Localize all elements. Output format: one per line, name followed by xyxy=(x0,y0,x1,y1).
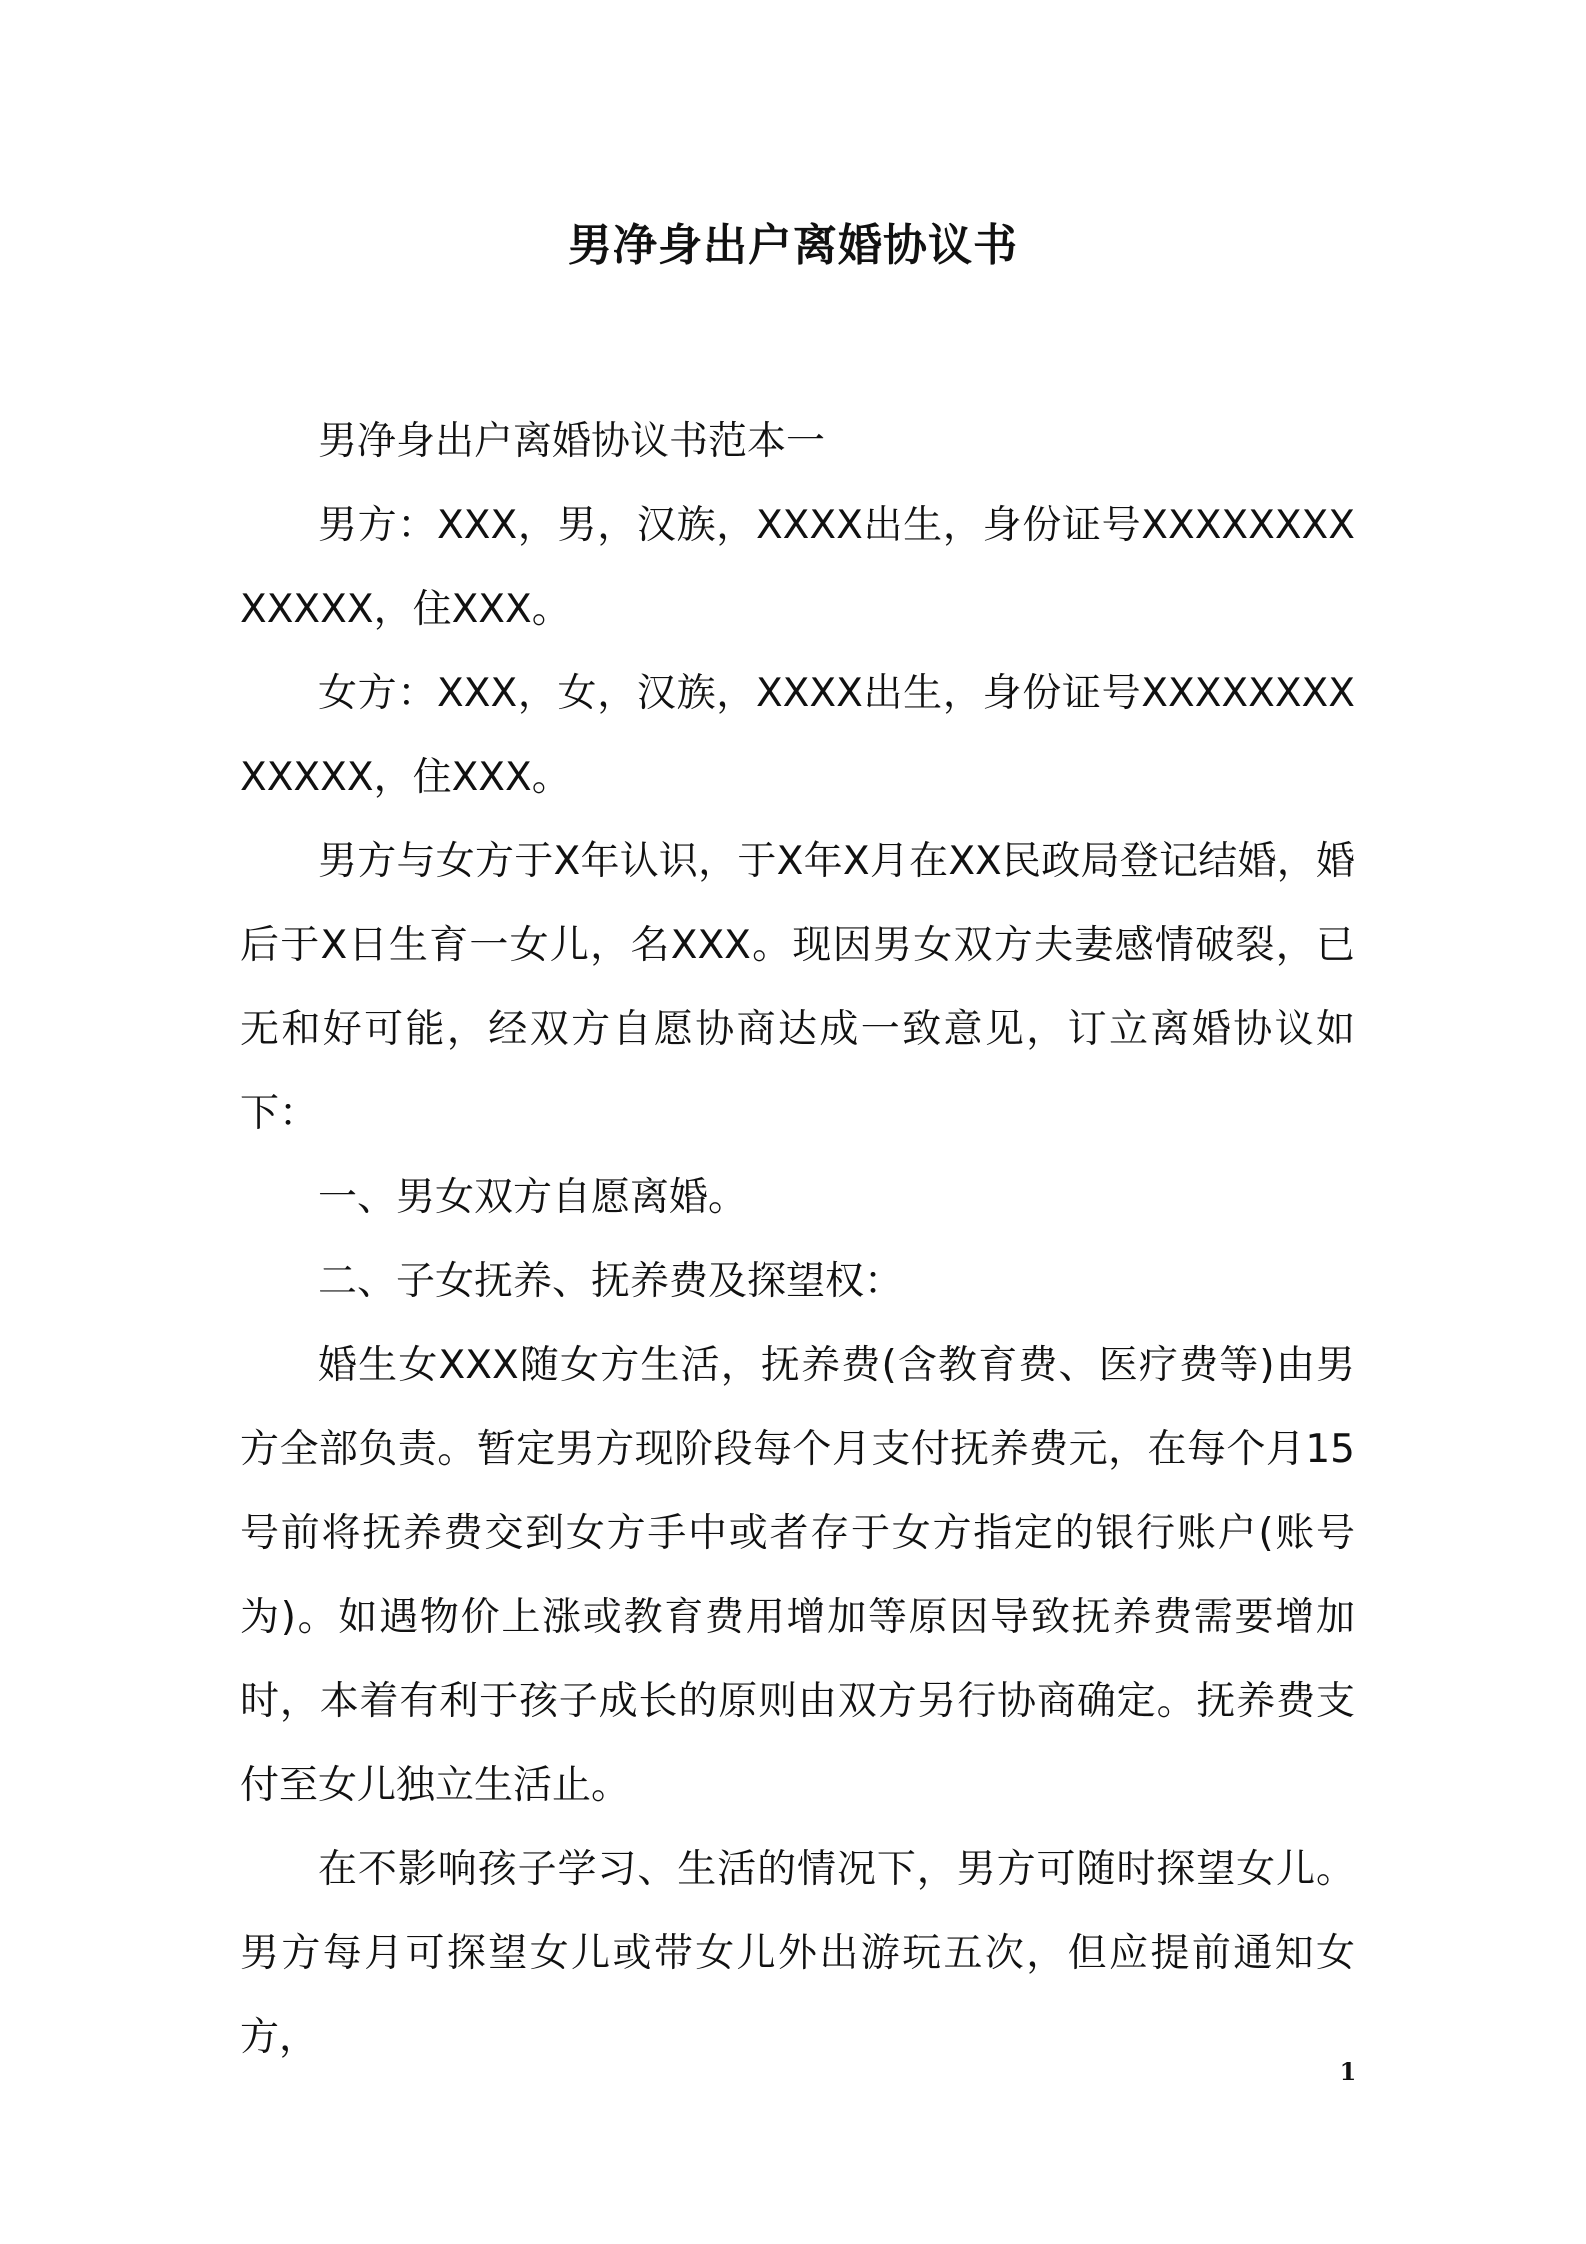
document-title: 男净身出户离婚协议书 xyxy=(568,220,1018,271)
paragraph-female-party: 女方：XXX，女，汉族，XXXX出生，身份证号XXXXXXXXXXXXX，住XXX。 xyxy=(240,671,1355,800)
page-number: 1 xyxy=(1339,2057,1357,2086)
paragraph-clause-two-heading: 二、子女抚养、抚养费及探望权： xyxy=(318,1259,904,1304)
paragraph-male-party: 男方：XXX，男，汉族，XXXX出生，身份证号XXXXXXXXXXXXX，住XXX。 xyxy=(240,503,1355,632)
paragraph-clause-one: 一、男女双方自愿离婚。 xyxy=(318,1175,748,1220)
paragraph-visitation: 在不影响孩子学习、生活的情况下，男方可随时探望女儿。男方每月可探望女儿或带女儿外出游玩五次，但应提前通知女方， xyxy=(240,1847,1355,2060)
paragraph-child-support: 婚生女XXX随女方生活，抚养费(含教育费、医疗费等)由男方全部负责。暂定男方现阶段每个月支付抚养费元，在每个月15号前将抚养费交到女方手中或者存于女方指定的银行账户(账号为)。如遇物价上涨或教育费用增加等原因导致抚养费需要增加时，本着有利于孩子成长的原则由双方另行协商确定。抚养费支付至女儿独立生活止。 xyxy=(240,1343,1355,1808)
paragraph-sample-heading: 男净身出户离婚协议书范本一 xyxy=(318,419,826,464)
document-body xyxy=(240,400,1355,2080)
paragraph-background: 男方与女方于X年认识，于X年X月在XX民政局登记结婚，婚后于X日生育一女儿，名XXX。现因男女双方夫妻感情破裂，已无和好可能，经双方自愿协商达成一致意见，订立离婚协议如下： xyxy=(240,839,1355,1136)
